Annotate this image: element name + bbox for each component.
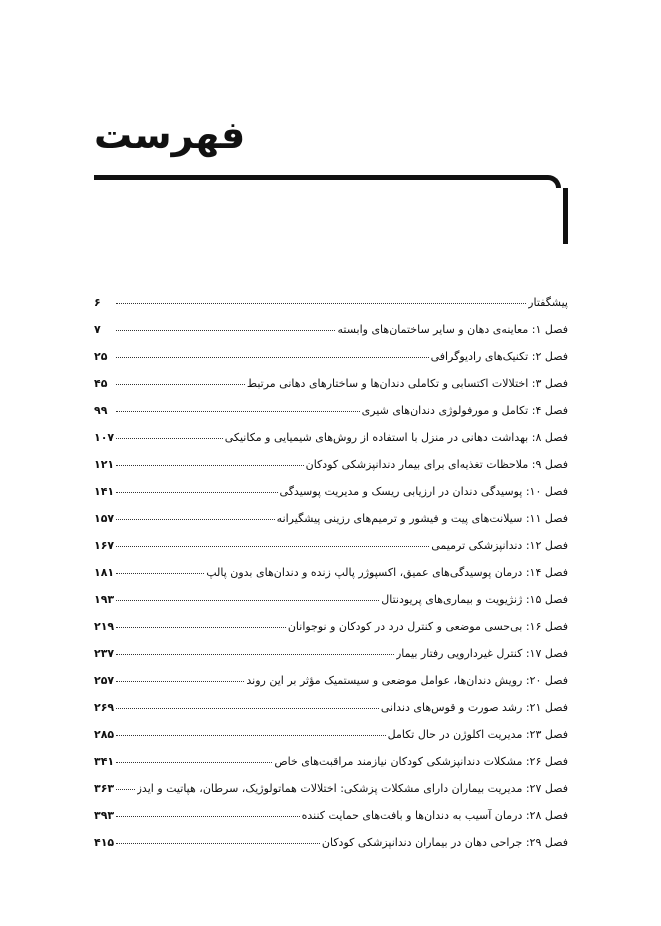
dot-leader (116, 815, 299, 817)
toc-entry-page-number: ۲۱۹ (94, 620, 115, 633)
toc-entry-label: فصل ۳: اختلالات اکتسابی و تکاملی دندان‌ها و ساختارهای دهانی مرتبط (246, 377, 568, 390)
toc-entry-label: پیشگفتار (528, 296, 568, 309)
toc-entry[interactable] (94, 377, 568, 404)
toc-entry-page-number: ۷ (94, 323, 101, 336)
toc-entry-label: فصل ۹: ملاحظات تغذیه‌ای برای بیمار دندانپزشکی کودکان (305, 458, 568, 471)
toc-entry-page-number: ۲۸۵ (94, 728, 115, 741)
toc-entry[interactable] (94, 296, 568, 323)
toc-entry-label: فصل ۱۰: پوسیدگی دندان در ارزیابی ریسک و مدیریت پوسیدگی (279, 485, 568, 498)
toc-entry-label: فصل ۲۷: مدیریت بیماران دارای مشکلات پزشکی: اختلالات هماتولوژیک، سرطان، هپاتیت و ایدز (136, 782, 568, 795)
toc-entry-label: فصل ۲۱: رشد صورت و قوس‌های دندانی (380, 701, 568, 714)
dot-leader (116, 356, 429, 358)
toc-entry-page-number: ۳۹۳ (94, 809, 115, 822)
dot-leader (116, 518, 275, 520)
toc-entry-label: فصل ۱۱: سیلانت‌های پیت و فیشور و ترمیم‌های رزینی پیشگیرانه (276, 512, 568, 525)
dot-leader (116, 491, 277, 493)
toc-entry-page-number: ۶ (94, 296, 101, 309)
dot-leader (116, 653, 394, 655)
dot-leader (116, 626, 286, 628)
toc-entry[interactable] (94, 782, 568, 809)
toc-entry[interactable] (94, 539, 568, 566)
dot-leader (116, 383, 245, 385)
table-of-contents (94, 296, 568, 863)
dot-leader (116, 788, 134, 790)
toc-entry-label: فصل ۴: تکامل و مورفولوژی دندان‌های شیری (361, 404, 568, 417)
toc-entry[interactable] (94, 836, 568, 863)
title-rule (94, 175, 561, 188)
toc-entry-label: فصل ۱۲: دندانپزشکی ترمیمی (431, 539, 568, 552)
toc-entry-page-number: ۱۹۳ (94, 593, 115, 606)
dot-leader (116, 734, 385, 736)
toc-entry-page-number: ۳۶۳ (94, 782, 115, 795)
toc-entry[interactable] (94, 431, 568, 458)
toc-entry[interactable] (94, 404, 568, 431)
toc-entry-label: فصل ۲۰: رویش دندان‌ها، عوامل موضعی و سیستمیک مؤثر بر این روند (246, 674, 568, 687)
toc-entry-label: فصل ۱۶: بی‌حسی موضعی و کنترل درد در کودکان و نوجوانان (287, 620, 568, 633)
toc-entry-page-number: ۲۶۹ (94, 701, 115, 714)
toc-entry-label: فصل ۱۷: کنترل غیردارویی رفتار بیمار (396, 647, 568, 660)
toc-entry-page-number: ۲۵ (94, 350, 108, 363)
dot-leader (116, 302, 526, 304)
toc-entry-label: فصل ۲۳: مدیریت اکلوژن در حال تکامل (387, 728, 568, 741)
dot-leader (116, 680, 244, 682)
toc-entry[interactable] (94, 809, 568, 836)
toc-entry-label: فصل ۱۵: ژنژیویت و بیماری‌های پریودنتال (381, 593, 568, 606)
toc-entry[interactable] (94, 593, 568, 620)
dot-leader (116, 842, 320, 844)
page-title: فهرست (94, 113, 246, 157)
toc-entry-page-number: ۲۵۷ (94, 674, 115, 687)
toc-entry-label: فصل ۱: معاینه‌ی دهان و سایر ساختمان‌های وابسته (337, 323, 568, 336)
toc-entry-page-number: ۱۴۱ (94, 485, 115, 498)
toc-entry-page-number: ۲۳۷ (94, 647, 115, 660)
dot-leader (116, 599, 379, 601)
dot-leader (116, 410, 360, 412)
title-rule-drop (563, 188, 568, 244)
dot-leader (116, 761, 272, 763)
dot-leader (116, 329, 335, 331)
toc-entry-label: فصل ۲۶: مشکلات دندانپزشکی کودکان نیازمند مراقبت‌های خاص (274, 755, 568, 768)
toc-entry-page-number: ۴۵ (94, 377, 108, 390)
toc-entry-label: فصل ۲۹: جراحی دهان در بیماران دندانپزشکی کودکان (321, 836, 568, 849)
toc-entry-label: فصل ۸: بهداشت دهانی در منزل با استفاده از روش‌های شیمیایی و مکانیکی (224, 431, 568, 444)
toc-entry-page-number: ۱۶۷ (94, 539, 115, 552)
toc-entry-page-number: ۴۱۵ (94, 836, 115, 849)
dot-leader (116, 464, 303, 466)
toc-entry-page-number: ۱۰۷ (94, 431, 115, 444)
toc-entry[interactable] (94, 674, 568, 701)
toc-entry[interactable] (94, 647, 568, 674)
toc-entry[interactable] (94, 485, 568, 512)
toc-entry-page-number: ۱۲۱ (94, 458, 115, 471)
dot-leader (116, 707, 379, 709)
dot-leader (116, 572, 204, 574)
toc-entry[interactable] (94, 701, 568, 728)
toc-entry-page-number: ۳۴۱ (94, 755, 115, 768)
toc-entry-page-number: ۹۹ (94, 404, 108, 417)
toc-entry-label: فصل ۲۸: درمان آسیب به دندان‌ها و بافت‌های حمایت کننده (301, 809, 568, 822)
toc-entry[interactable] (94, 323, 568, 350)
toc-entry[interactable] (94, 458, 568, 485)
toc-entry[interactable] (94, 620, 568, 647)
toc-entry-label: فصل ۱۴: درمان پوسیدگی‌های عمیق، اکسپوژر پالپ زنده و دندان‌های بدون پالپ (206, 566, 568, 579)
toc-entry-label: فصل ۲: تکنیک‌های رادیوگرافی (430, 350, 568, 363)
dot-leader (116, 437, 223, 439)
toc-entry[interactable] (94, 350, 568, 377)
dot-leader (116, 545, 429, 547)
toc-entry-page-number: ۱۸۱ (94, 566, 115, 579)
toc-entry[interactable] (94, 512, 568, 539)
toc-entry[interactable] (94, 728, 568, 755)
toc-entry[interactable] (94, 755, 568, 782)
toc-entry-page-number: ۱۵۷ (94, 512, 115, 525)
toc-entry[interactable] (94, 566, 568, 593)
